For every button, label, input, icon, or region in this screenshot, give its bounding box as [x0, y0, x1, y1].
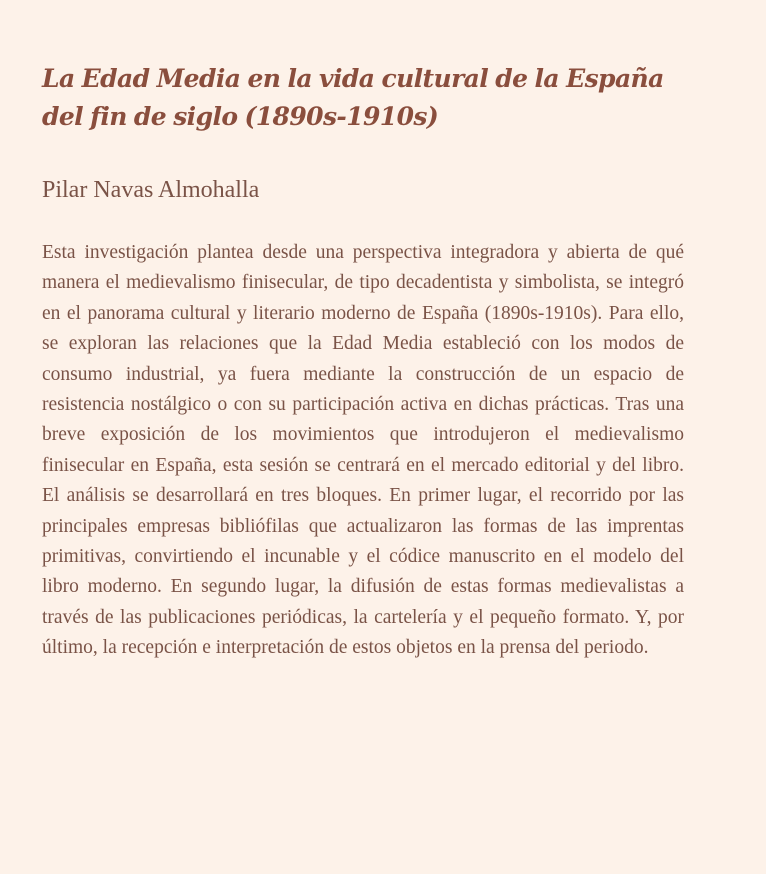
article-author: Pilar Navas Almohalla [42, 177, 260, 203]
article-title: La Edad Media en la vida cultural de la España del fin de siglo (1890s-1910s) [42, 64, 664, 131]
article-abstract: Esta investigación plantea desde una perspectiva integradora y abierta de qué manera el medievalismo finisecular, de tipo decadentista y simbolista, se integró en el panorama cultural y literario moderno de España (1890s-1910s). Para ello, se exploran las relaciones que la Edad Media estableció con los modos de consumo industrial, ya fuera mediante la construcción de un espacio de resistencia nostálgico o con su participación activa en dichas prácticas. Tras una breve exposición de los movimientos que introdujeron el medievalismo finisecular en España, esta sesión se centrará en el mercado editorial y del libro. El análisis se desarrollará en tres bloques. En primer lugar, el recorrido por las principales empresas bibliófilas que actualizaron las formas de las imprentas primitivas, convirtiendo el incunable y el códice manuscrito en el modelo del libro moderno. En segundo lugar, la difusión de estas formas medievalistas a través de las publicaciones periódicas, la cartelería y el pequeño formato. Y, por último, la recepción e interpretación de estos objetos en la prensa del periodo. [42, 242, 684, 659]
